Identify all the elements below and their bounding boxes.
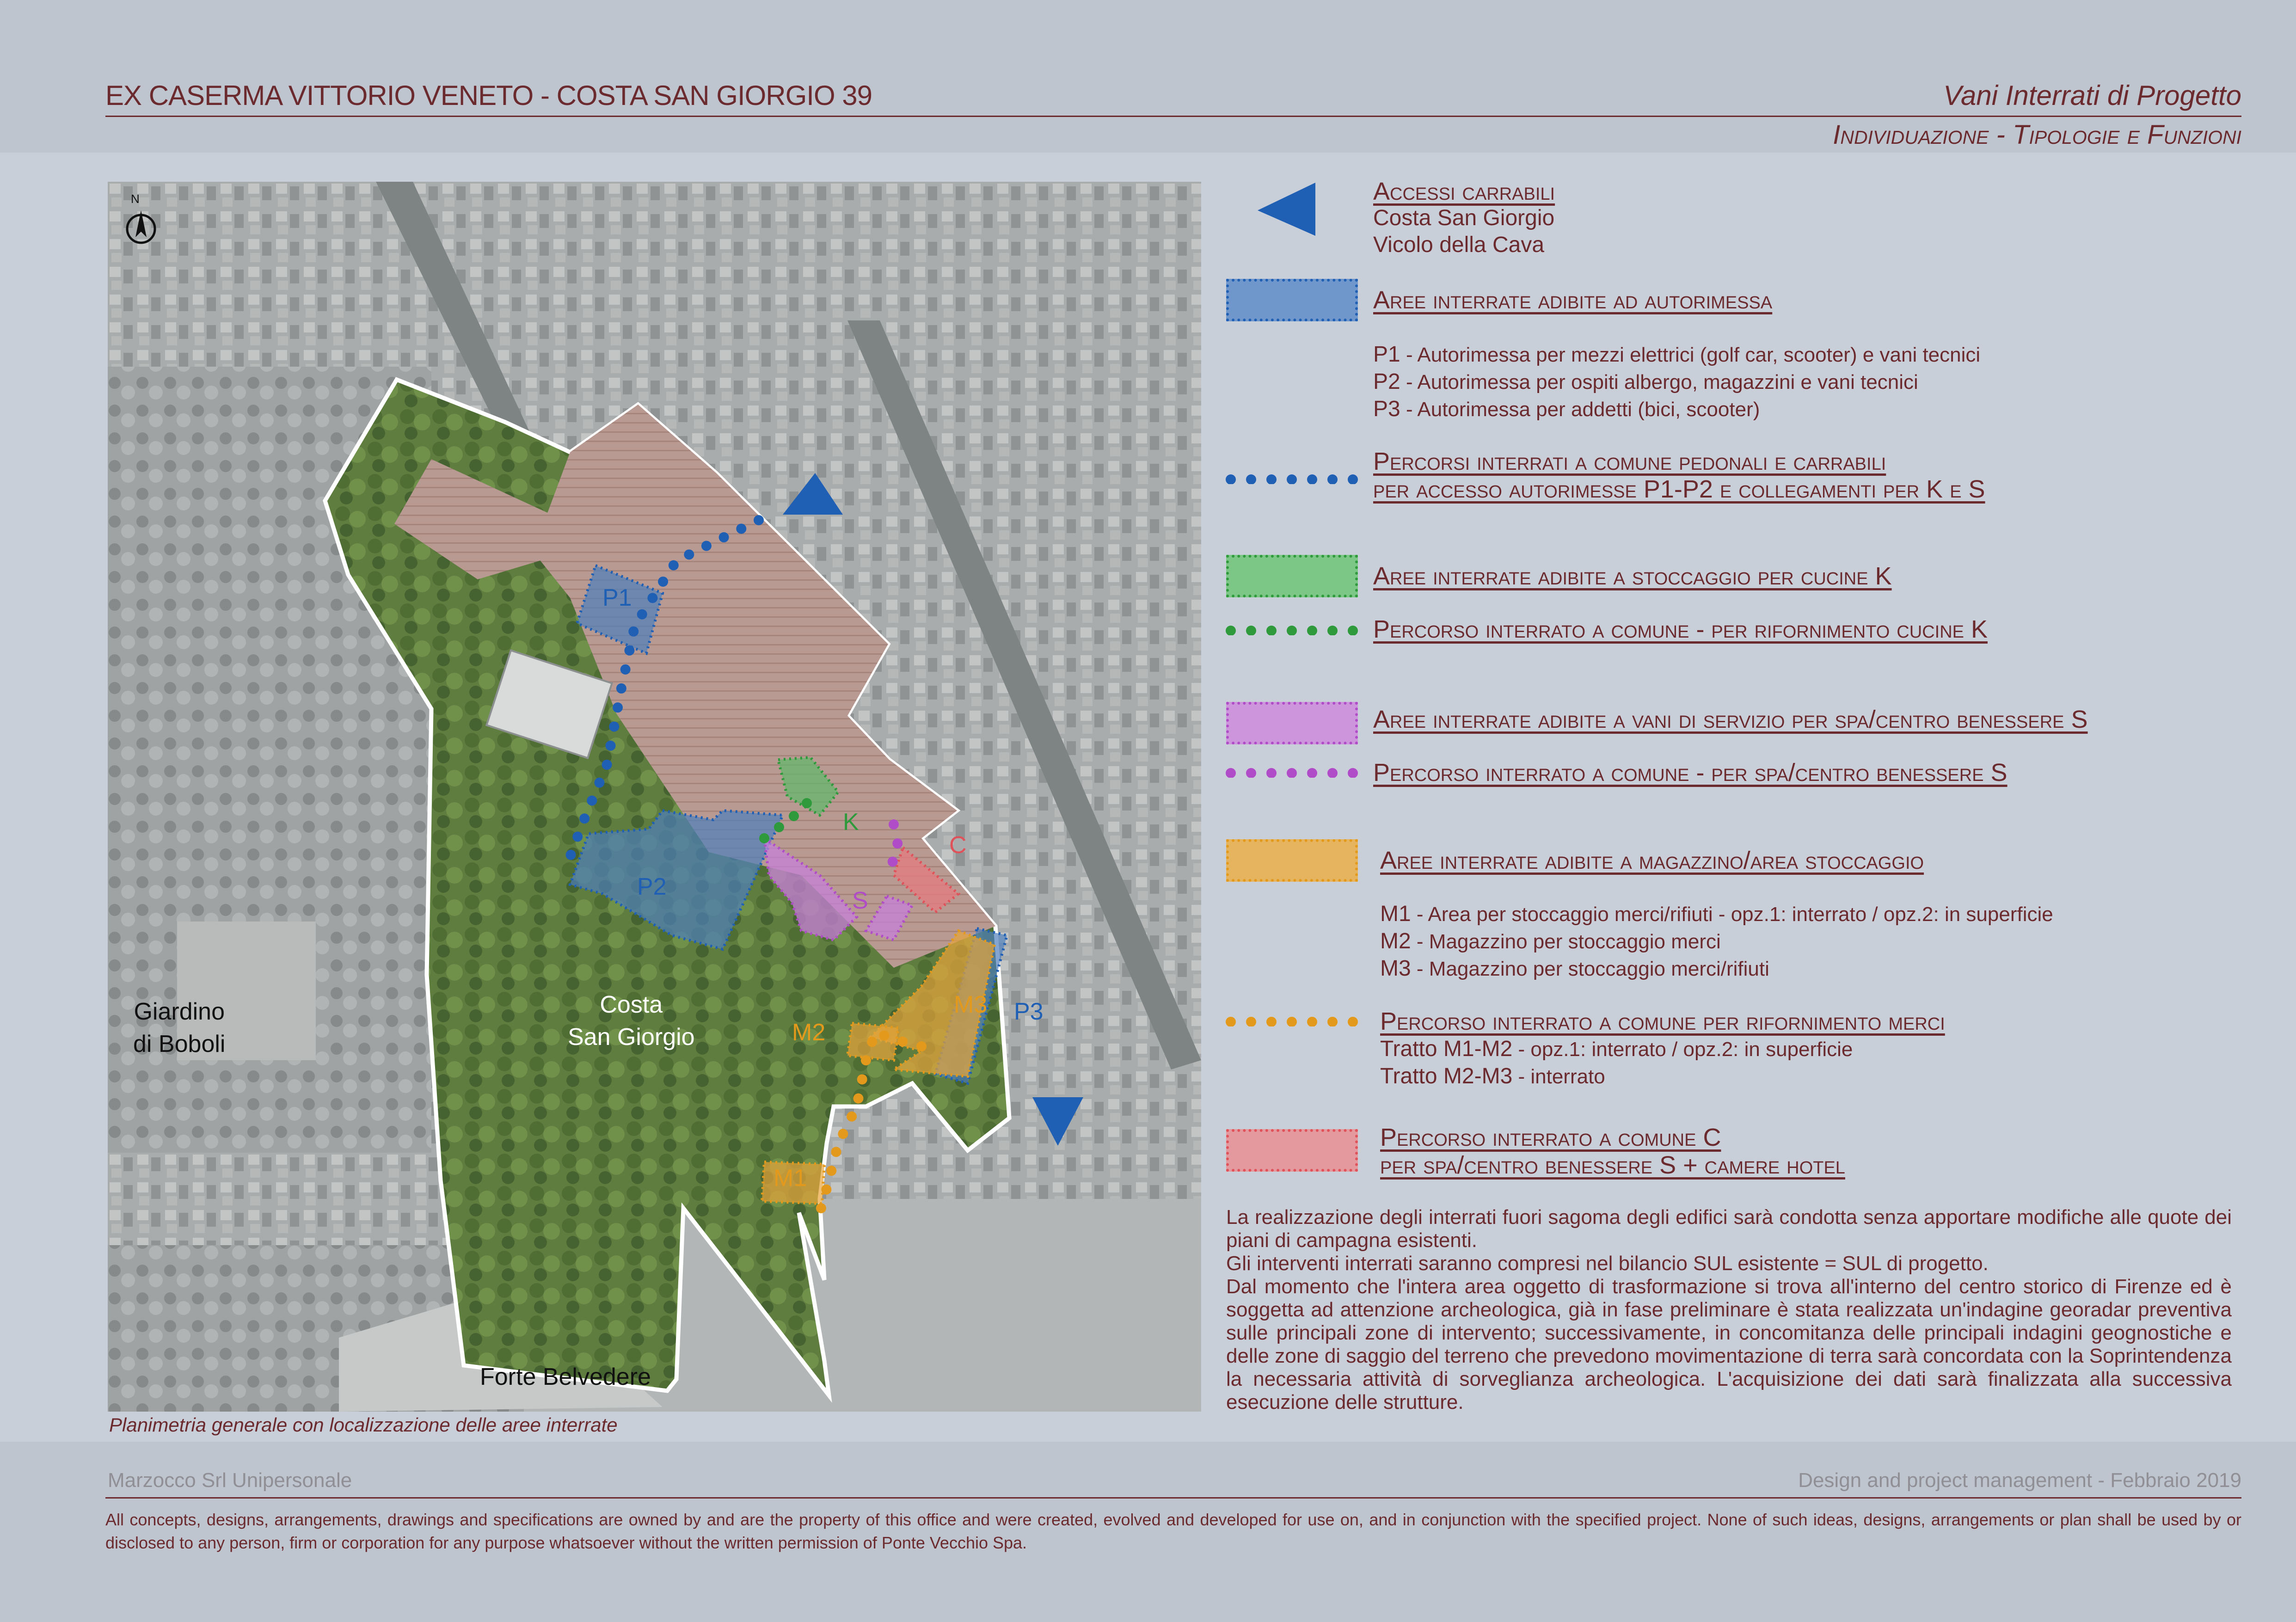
legend-item: Tratto M2-M3 - interrato — [1380, 1064, 1605, 1088]
legend-rifornimento-items — [1380, 1036, 1853, 1090]
area-label-s: S — [852, 887, 868, 914]
header-divider — [105, 116, 2241, 117]
legend-percorso-c-line1: Percorso interrato a comune C — [1380, 1124, 1721, 1151]
legend-accessi-line2: Vicolo della Cava — [1373, 233, 1545, 257]
legend-percorsi — [1373, 448, 1985, 503]
section-title: Individuazione - Tipologie e Funzioni — [1833, 120, 2241, 150]
legend-item: M2 - Magazzino per stoccaggio merci — [1380, 929, 1721, 953]
note-paragraph: La realizzazione degli interrati fuori sagoma degli edifici sarà condotta senza apportare modifiche alle quote dei piani di campagna esistenti. — [1226, 1206, 2232, 1252]
legend-magazzino-head: Aree interrate adibite a magazzino/area stoccaggio — [1380, 847, 1924, 874]
footer-disclaimer: All concepts, designs, arrangements, drawings and specifications are owned by and are the property of this office and were created, evolved and developed for use on, and in conjunction with the specified project. None of such ideas, designs, arrangements or plan shall be used by or disclosed to any person, firm or corporation for any purpose whatsoever without the written permission of Ponte Vecchio Spa. — [105, 1510, 2241, 1552]
map-drawing — [108, 182, 1201, 1412]
area-label-p2: P2 — [637, 873, 667, 900]
area-label-m2: M2 — [792, 1019, 826, 1046]
swatch-spa — [1226, 702, 1358, 744]
legend-item: P3 - Autorimessa per addetti (bici, scooter) — [1373, 397, 1760, 421]
place-label-giardino: Giardino di Boboli — [133, 998, 226, 1058]
legend-accessi-head: Accessi carrabili — [1373, 178, 1555, 205]
swatch-magazzino — [1226, 839, 1358, 882]
place-label-costa: Costa San Giorgio — [568, 991, 695, 1051]
footer-credit: Design and project management - Febbraio 2019 — [1798, 1469, 2241, 1492]
legend-item: P2 - Autorimessa per ospiti albergo, magazzini e vani tecnici — [1373, 369, 1918, 394]
site-plan-map — [108, 182, 1201, 1412]
legend-item: M3 - Magazzino per stoccaggio merci/rifiuti — [1380, 956, 1769, 981]
legend-percorsi-line1: Percorsi interrati a comune pedonali e carrabili — [1373, 448, 1886, 475]
legend-item: M1 - Area per stoccaggio merci/rifiuti - opz.1: interrato / opz.2: in superficie — [1380, 902, 2053, 926]
footer-company: Marzocco Srl Unipersonale — [108, 1469, 352, 1492]
legend-item: P1 - Autorimessa per mezzi elettrici (golf car, scooter) e vani tecnici — [1373, 342, 1981, 367]
legend-autorimessa-items — [1373, 341, 1980, 423]
dots-green — [1225, 625, 1364, 635]
legend-magazzino-items — [1380, 901, 2053, 983]
legend-cucine-path: Percorso interrato a comune - per rifornimento cucine K — [1373, 615, 1988, 643]
dots-blue — [1225, 474, 1364, 484]
legend-autorimessa-head: Aree interrate adibite ad autorimessa — [1373, 286, 1773, 314]
legend-percorsi-line2: per accesso autorimesse P1-P2 e collegamenti per K e S — [1373, 475, 1985, 503]
legend-percorso-c-line2: per spa/centro benessere S + camere hotel — [1380, 1151, 1845, 1179]
legend-spa-path: Percorso interrato a comune - per spa/centro benessere S — [1373, 759, 2007, 786]
legend-accessi — [1373, 178, 1555, 258]
access-arrow-icon — [1258, 183, 1318, 238]
area-label-m1: M1 — [774, 1165, 807, 1192]
document-subtitle: Vani Interrati di Progetto — [1943, 80, 2241, 111]
document-title: EX CASERMA VITTORIO VENETO - COSTA SAN GIORGIO 39 — [105, 80, 872, 111]
dots-orange — [1225, 1016, 1364, 1026]
map-caption: Planimetria generale con localizzazione delle aree interrate — [109, 1414, 618, 1436]
legend-rifornimento-head: Percorso interrato a comune per rifornimento merci — [1380, 1008, 1945, 1035]
area-label-p3: P3 — [1014, 998, 1044, 1025]
note-paragraph: Gli interventi interrati saranno compresi nel bilancio SUL esistente = SUL di progetto. — [1226, 1252, 1989, 1275]
area-label-m3: M3 — [954, 991, 988, 1018]
notes-block — [1226, 1206, 2232, 1414]
area-label-c: C — [949, 832, 967, 859]
legend-accessi-line1: Costa San Giorgio — [1373, 206, 1555, 230]
footer-divider — [105, 1497, 2241, 1499]
area-label-p1: P1 — [602, 584, 632, 611]
swatch-cucine — [1226, 555, 1358, 597]
swatch-autorimessa — [1226, 279, 1358, 321]
place-label-forte: Forte Belvedere — [480, 1364, 651, 1390]
note-paragraph: Dal momento che l'intera area oggetto di trasformazione si trova all'interno del centro storico di Firenze ed è soggetta ad attenzione archeologica, già in fase preliminare è stata realizzata un'indagine georadar preventiva sulle principali zone di intervento; successivamente, in concomitanza delle principali indagini geognostiche e delle zone di saggio del terreno che prevedono movimentazione di terra sarà concordata con la Soprintendenza la necessaria attività di sorveglianza archeologica. L'acquisizione dei dati sarà finalizzata alla successiva esecuzione delle strutture. — [1226, 1275, 2232, 1413]
legend-cucine-head: Aree interrate adibite a stoccaggio per cucine K — [1373, 562, 1892, 590]
legend-item: Tratto M1-M2 - opz.1: interrato / opz.2: in superficie — [1380, 1037, 1853, 1061]
legend-spa-head: Aree interrate adibite a vani di servizio per spa/centro benessere S — [1373, 706, 2088, 733]
north-label: N — [131, 192, 140, 206]
dots-purple — [1225, 768, 1364, 778]
legend-percorso-c — [1380, 1124, 1845, 1179]
swatch-percorso-c — [1226, 1129, 1358, 1172]
area-label-k: K — [843, 809, 859, 836]
